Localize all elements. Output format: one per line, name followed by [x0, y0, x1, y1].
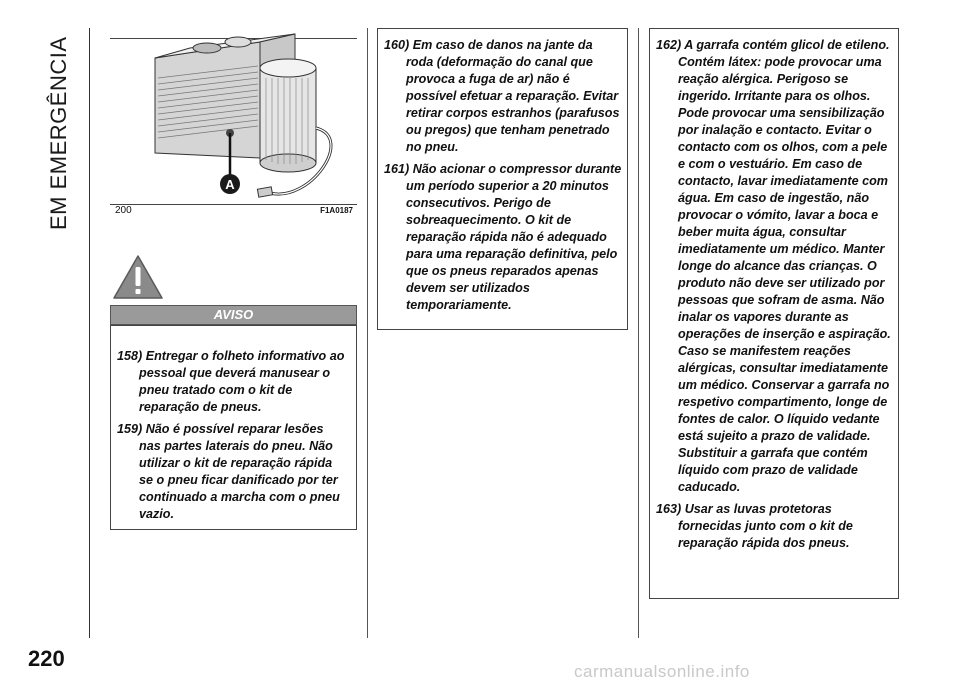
- warning-box-column-3: [649, 28, 899, 599]
- watermark: carmanualsonline.info: [574, 662, 750, 681]
- figure-bottom-rule: [110, 204, 357, 205]
- compressor-illustration: [110, 28, 357, 204]
- warning-item-159: 159) Não é possível reparar lesões nas partes laterais do pneu. Não utilizar o kit de reparação rápida se o pneu ficar danificado por ter continuado a marcha com o pneu vazio.: [117, 422, 340, 521]
- warning-header: AVISO: [110, 305, 357, 325]
- figure-number: 200: [115, 205, 132, 216]
- warning-box-column-2: [377, 28, 628, 330]
- figure-tyre-repair-kit: [110, 28, 357, 216]
- page-number: 220: [28, 646, 65, 671]
- figure-code: F1A0187: [320, 206, 353, 215]
- warning-item-160: 160) Em caso de danos na jante da roda (deformação do canal que provoca a fuga de ar) não é possível efetuar a reparação. Evitar retirar corpos estranhos (parafusos ou pregos) que tenham penetrado no pneu.: [384, 38, 620, 154]
- warning-triangle-icon: [112, 254, 164, 300]
- warning-item-161: 161) Não acionar o compressor durante um período superior a 20 minutos consecutivos. Perigo de sobreaquecimento. O kit de reparação rápida não é adequado para uma reparação definitiva, pelo que os pneus reparados apenas devem ser utilizados temporariamente.: [384, 162, 622, 312]
- warning-item-158: 158) Entregar o folheto informativo ao pessoal que deverá manusear o pneu tratado com o kit de reparação de pneus.: [117, 349, 345, 414]
- side-divider: [89, 28, 90, 638]
- callout-a: A: [225, 177, 235, 192]
- warning-item-163: 163) Usar as luvas protetoras fornecidas junto com o kit de reparação rápida dos pneus.: [656, 502, 853, 550]
- column-divider-1: [367, 28, 368, 638]
- column-divider-2: [638, 28, 639, 638]
- section-title: EM EMERGÊNCIA: [46, 36, 71, 230]
- warning-box: [110, 325, 357, 530]
- warning-item-162: 162) A garrafa contém glicol de etileno. Contém látex: pode provocar uma reação alérgica. Perigoso se ingerido. Irritante para os olhos. Pode provocar uma sensibilização por inalação e contacto. Evitar o contacto com os olhos, com a pele e com o vestuário. Em caso de contacto, lavar imediatamente com água. Em caso de ingestão, não provocar o vómito, lavar a boca e beber muita água, consultar imediatamente um médico. Manter longe do alcance das crianças. O produto não deve ser utilizado por pessoas que sofram de asma. Não inalar os vapores durante as operações de inserção e aspiração. Caso se manifestem reações alérgicas, consultar imediatamente um médico. Conservar a garrafa no respetivo compartimento, longe de fontes de calor. O líquido vedante está sujeito a prazo de validade. Substituir a garrafa que contém líquido com prazo de validade caducado.: [656, 38, 891, 494]
